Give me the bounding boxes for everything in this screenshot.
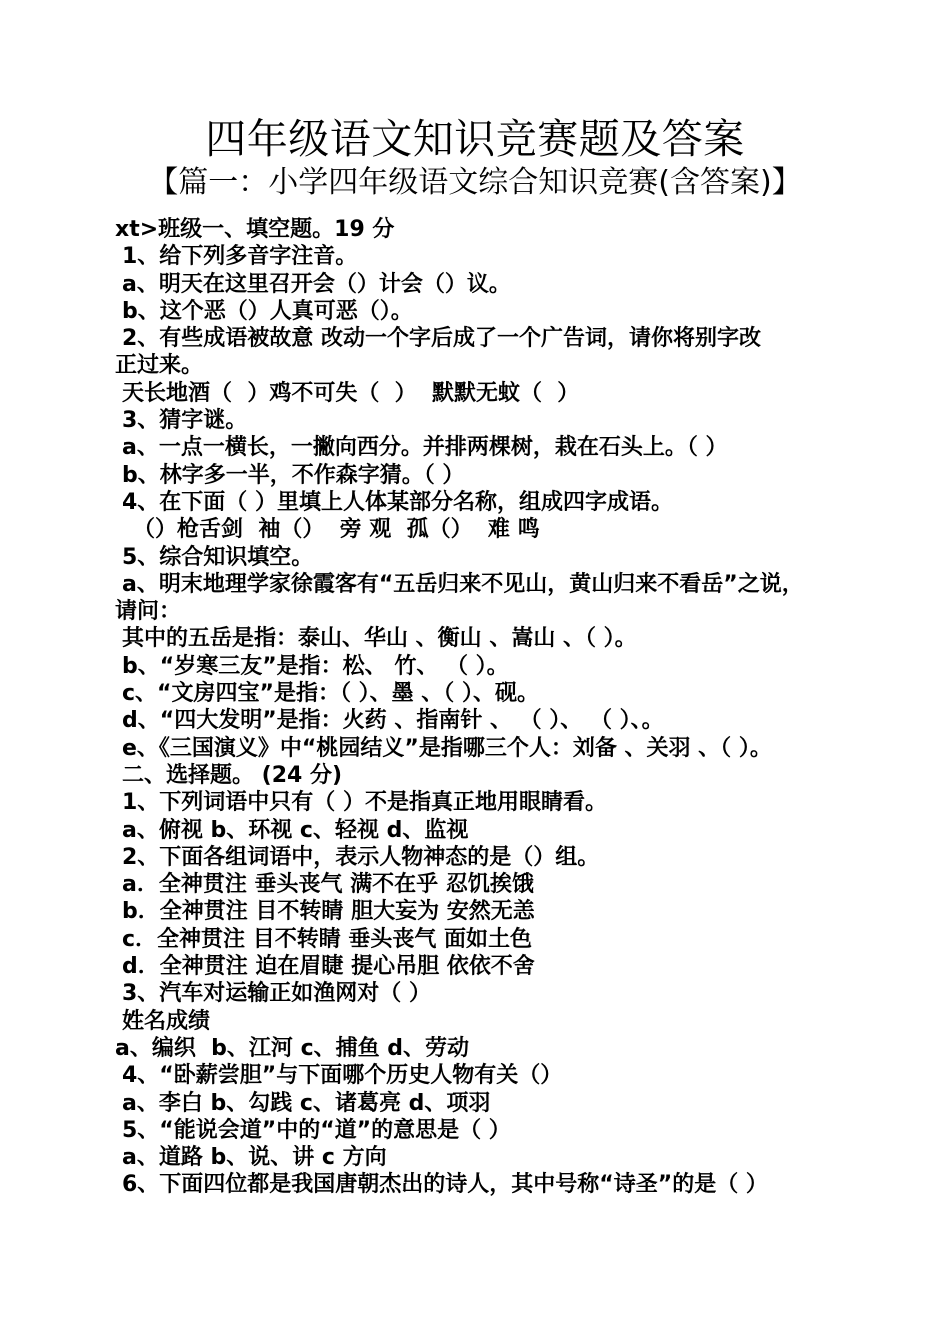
text-line: b、“岁寒三友”是指：松、 竹、 （ ）。 — [122, 653, 509, 679]
text-line: c．全神贯注 目不转睛 垂头丧气 面如土色 — [122, 926, 533, 952]
text-line: 1、下列词语中只有（ ）不是指真正地用眼睛看。 — [122, 790, 607, 816]
text-line: 天长地酒（ ）鸡不可失（ ） 默默无蚊（ ） — [122, 380, 580, 406]
text-line: 3、汽车对运输正如渔网对（ ） — [122, 981, 431, 1007]
document-body — [115, 216, 895, 1199]
text-line: 其中的五岳是指：泰山、华山 、衡山 、嵩山 、（ ）。 — [122, 626, 637, 652]
text-line: 2、下面各组词语中，表示人物神态的是（）组。 — [122, 844, 600, 870]
text-line: c、“文房四宝”是指：（ ）、墨 、（ ）、砚。 — [122, 681, 539, 707]
text-line: a、明末地理学家徐霞客有“五岳归来不见山，黄山归来不看岳”之说， — [122, 571, 804, 597]
text-line: 姓名成绩 — [122, 1008, 211, 1034]
page-subtitle: 【篇一：小学四年级语文综合知识竞赛(含答案)】 — [148, 165, 802, 200]
text-line: 正过来。 — [115, 353, 204, 379]
page-title: 四年级语文知识竞赛题及答案 — [205, 115, 745, 163]
text-line: 4、“卧薪尝胆”与下面哪个历史人物有关（） — [122, 1063, 563, 1089]
text-line: a、明天在这里召开会（）计会（）议。 — [122, 271, 511, 297]
text-line: e、《三国演义》中“桃园结义”是指哪三个人：刘备 、关羽 、（ ）。 — [122, 735, 772, 761]
text-line: 请问： — [115, 599, 182, 625]
text-line: b、林字多一半，不作森字猜。（ ） — [122, 462, 465, 488]
text-line: a、道路 b、说、讲 c 方向 — [122, 1145, 387, 1171]
text-line: b．全神贯注 目不转睛 胆大妄为 安然无恙 — [122, 899, 535, 925]
text-line: a．全神贯注 垂头丧气 满不在乎 忍饥挨饿 — [122, 872, 534, 898]
text-line: 5、综合知识填空。 — [122, 544, 314, 570]
text-line: d．全神贯注 迫在眉睫 提心吊胆 依依不舍 — [122, 954, 535, 980]
text-line: xt>班级一、填空题。19 分 — [115, 217, 395, 242]
text-line: 4、在下面（ ）里填上人体某部分名称，组成四字成语。 — [122, 489, 673, 515]
text-line: a、李白 b、勾践 c、诸葛亮 d、项羽 — [122, 1090, 491, 1116]
text-line: d、“四大发明”是指：火药 、指南针 、 （ ）、 （ ）、。 — [122, 708, 664, 734]
text-line: 1、给下列多音字注音。 — [122, 244, 358, 270]
text-line: a、一点一横长，一撇向西分。并排两棵树，栽在石头上。（ ） — [122, 435, 728, 461]
text-line: 二、选择题。 (24 分) — [122, 762, 343, 788]
text-line: b、这个恶（）人真可恶（）。 — [122, 298, 413, 324]
text-line: 2、有些成语被故意 改动一个字后成了一个广告词，请你将别字改 — [122, 326, 761, 352]
text-line: 6、下面四位都是我国唐朝杰出的诗人，其中号称“诗圣”的是（ ） — [122, 1172, 768, 1198]
text-line: a、俯视 b、环视 c、轻视 d、监视 — [122, 817, 469, 843]
text-line: （）枪舌剑 袖（） 旁 观 孤（） 难 鸣 — [133, 517, 540, 543]
text-line: a、编织 b、江河 c、捕鱼 d、劳动 — [115, 1035, 470, 1061]
text-line: 3、猜字谜。 — [122, 408, 248, 434]
text-line: 5、“能说会道”中的“道”的意思是（ ） — [122, 1117, 511, 1143]
